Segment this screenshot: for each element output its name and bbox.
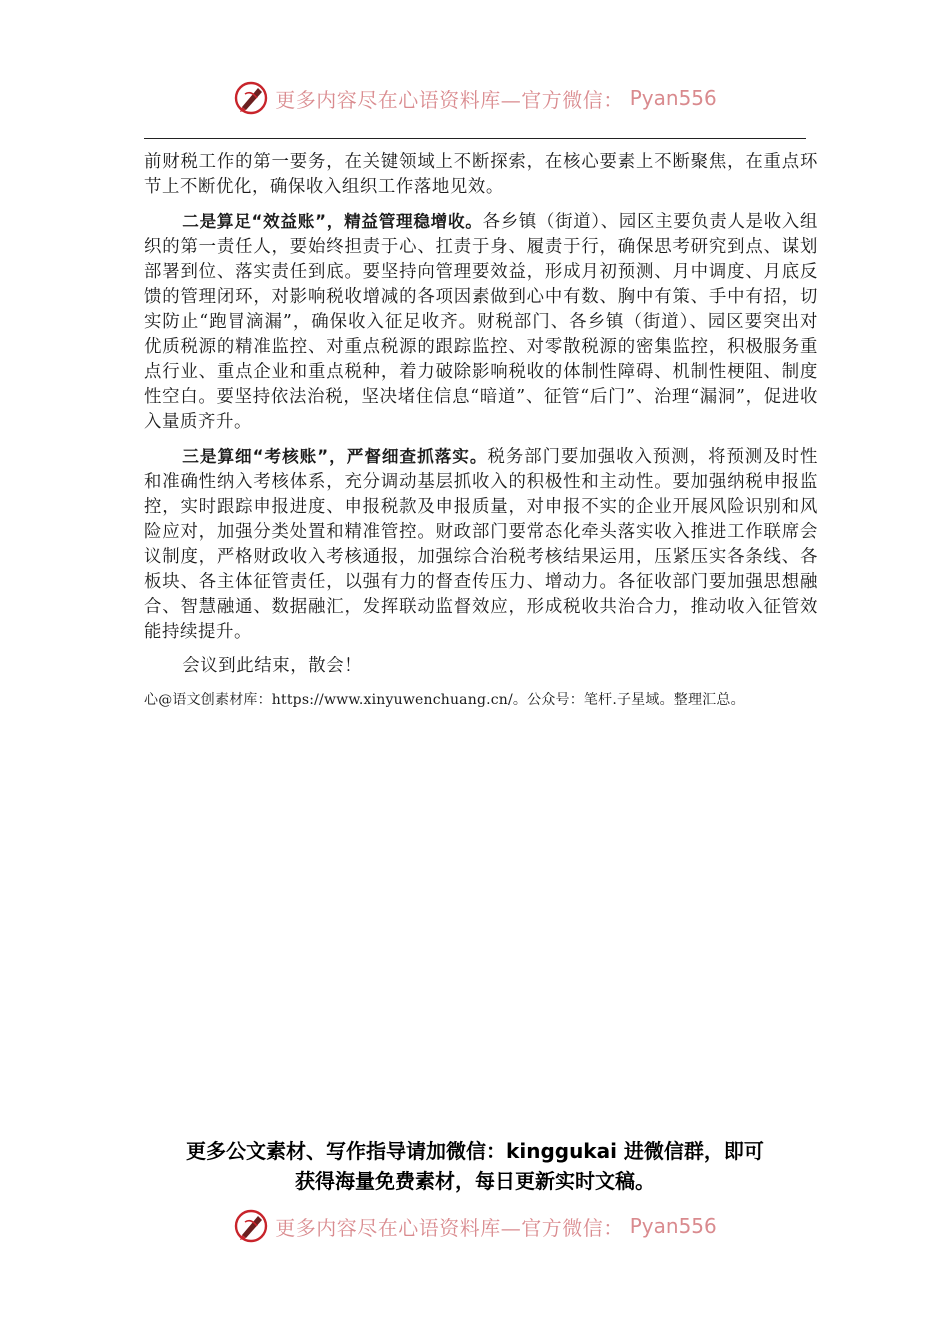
paragraph-benefit-account [144, 209, 818, 435]
promo-line-2: 获得海量免费素材，每日更新实时文稿。 [295, 1169, 655, 1193]
footer-wechat-id: Pyan556 [629, 1214, 717, 1238]
closing-remark: 会议到此结束，散会！ [182, 656, 363, 676]
source-note: 心@语文创素材库：https://www.xinyuwenchuang.cn/。公众号：笔杆.子星域。整理汇总。 [144, 692, 745, 708]
paragraph-assessment-heading: 三是算细“考核账”，严督细查抓落实。 [182, 447, 488, 466]
paragraph-benefit-text: 各乡镇（街道）、园区主要负责人是收入组织的第一责任人，要始终担责于心、扛责于身、履责于行，确保思考研究到点、谋划部署到位、落实责任到底。要坚持向管理要效益，形成月初预测、月中调度、月底反馈的管理闭环，对影响税收增减的各项因素做到心中有数、胸中有策、手中有招，切实防止“跑冒滴漏”，确保收入征足收齐。财税部门、各乡镇（街道）、园区要突出对优质税源的精准监控、对重点税源的跟踪监控、对零散税源的密集监控，积极服务重点行业、重点企业和重点税种，着力破除影响税收的体制性障碍、机制性梗阻、制度性空白。要坚持依法治税，坚决堵住信息“暗道”、征管“后门”、治理“漏洞”，促进收入量质齐升。 [144, 212, 818, 432]
promo-line-1: 更多公文素材、写作指导请加微信：kinggukai 进微信群，即可 [186, 1139, 764, 1163]
document-body [144, 150, 818, 713]
pen-logo-icon [233, 80, 269, 116]
paragraph-assessment-account [144, 444, 818, 645]
footer-brand-text: 更多内容尽在心语资料库—官方微信： [275, 1215, 624, 1240]
header-divider [144, 138, 806, 139]
footer-brand [0, 1208, 950, 1244]
header-wechat-id: Pyan556 [629, 86, 717, 110]
paragraph-assessment-text: 税务部门要加强收入预测，将预测及时性和准确性纳入考核体系，充分调动基层抓收入的积极性和主动性。要加强纳税申报监控，实时跟踪申报进度、申报税款及申报质量，对申报不实的企业开展风险识别和风险应对，加强分类处置和精准管控。财政部门要常态化牵头落实收入推进工作联席会议制度，严格财政收入考核通报，加强综合治税考核结果运用，压紧压实各条线、各板块、各主体征管责任，以强有力的督查传压力、增动力。各征收部门要加强思想融合、智慧融通、数据融汇，发挥联动监督效应，形成税收共治合力，推动收入征管效能持续提升。 [144, 447, 818, 642]
header-brand [0, 80, 950, 116]
paragraph-benefit-heading: 二是算足“效益账”，精益管理稳增收。 [182, 212, 483, 231]
pen-logo-icon [233, 1208, 269, 1244]
header-brand-text: 更多内容尽在心语资料库—官方微信： [275, 87, 624, 112]
paragraph-continued: 前财税工作的第一要务，在关键领域上不断探索，在核心要素上不断聚焦，在重点环节上不断优化，确保收入组织工作落地见效。 [144, 152, 818, 197]
promo-notice [0, 1136, 950, 1196]
